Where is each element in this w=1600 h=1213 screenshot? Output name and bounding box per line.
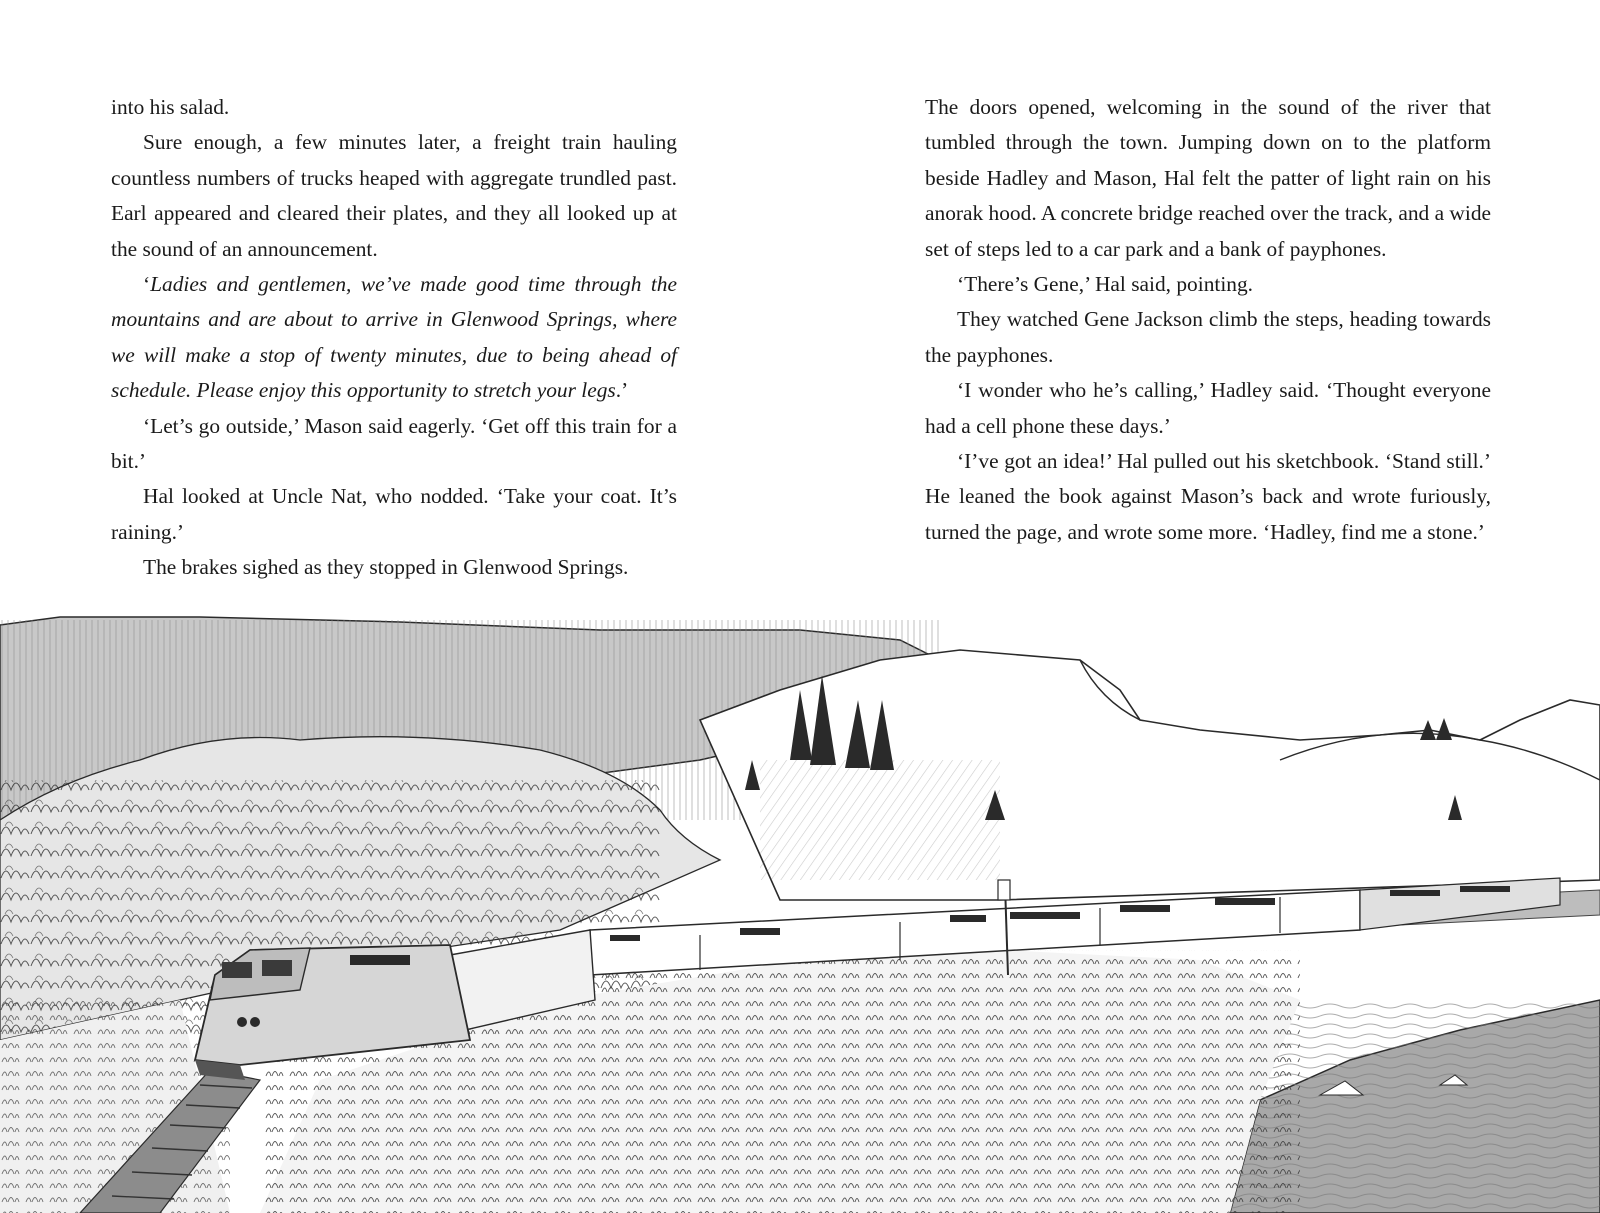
announcement-paragraph xyxy=(111,267,677,409)
paragraph: ‘There’s Gene,’ Hal said, pointing. xyxy=(957,272,1254,297)
paragraph: The doors opened, welcoming in the sound of the river that tumbled through the town. Jumping down on to the platform beside Hadley and Mason, Hal felt the patter of light rain on his anorak hood. A concrete bridge reached over the track, and a wide set of steps led to a car park and a bank of payphones. xyxy=(925,95,1492,261)
left-text-column xyxy=(111,90,677,586)
announcement-text: Ladies and gentlemen, we’ve made good time through the mountains and are about to arrive in Glenwood Springs, where we will make a stop of twenty minutes, due to being ahead of schedule. Please enjoy this opportunity to stretch your legs xyxy=(111,272,677,403)
paragraph: ‘I’ve got an idea!’ Hal pulled out his sketchbook. ‘Stand still.’ He leaned the book against Mason’s back and wrote furiously, turned the page, and wrote some more. ‘Hadley, find me a stone.’ xyxy=(925,449,1491,544)
train-landscape-illustration xyxy=(0,610,1600,1213)
mountain-slopes xyxy=(700,650,1600,900)
paragraph: Hal looked at Uncle Nat, who nodded. ‘Take your coat. It’s raining.’ xyxy=(111,484,677,544)
paragraph: into his salad. xyxy=(111,95,230,119)
right-text-column xyxy=(925,90,1491,550)
open-quote: ‘ xyxy=(143,272,151,297)
paragraph: They watched Gene Jackson climb the steps, heading towards the payphones. xyxy=(925,307,1491,367)
paragraph: ‘Let’s go outside,’ Mason said eagerly. ‘Get off this train for a bit.’ xyxy=(111,413,677,474)
paragraph: The brakes sighed as they stopped in Glenwood Springs. xyxy=(143,555,629,580)
paragraph: ‘I wonder who he’s calling,’ Hadley said. ‘Thought everyone had a cell phone these days.’ xyxy=(925,378,1491,438)
close-quote: .’ xyxy=(615,378,629,403)
paragraph: Sure enough, a few minutes later, a freight train hauling countless numbers of trucks heaped with aggregate trundled past. Earl appeared and cleared their plates, and they all looked up at the sound of an announcement. xyxy=(111,130,677,261)
